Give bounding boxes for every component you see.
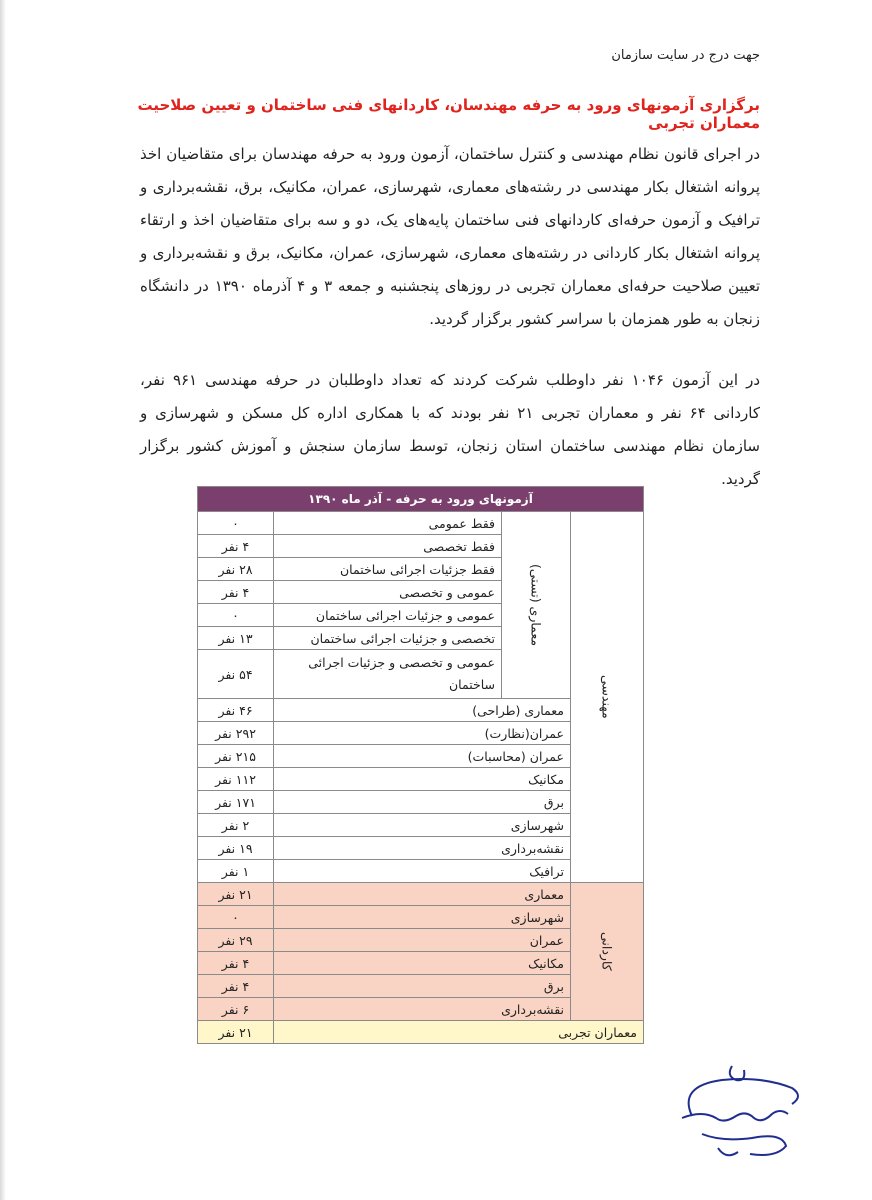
row-count: ۴۶ نفر (198, 699, 274, 722)
row-label: نقشه‌برداری (274, 837, 571, 860)
paragraph-1: در اجرای قانون نظام مهندسی و کنترل ساختمان، آزمون ورود به حرفه مهندسان برای متقاضیان اخذ پروانه اشتغال بکار مهندسی در رشته‌های معماری، شهرسازی، عمران، مکانیک، برق، نقشه‌برداری و ترافیک و آزمون حرفه‌ای کاردانهای فنی ساختمان پایه‌های یک، دو و سه برای متقاضیان اخذ و ارتقاء پروانه اشتغال بکار کاردانی در رشته‌های معماری، شهرسازی، عمران، مکانیک، برق و نقشه‌برداری و تعیین صلاحیت حرفه‌ای معماران تجربی در روزهای پنجشنبه و جمعه ۳ و ۴ آذرماه ۱۳۹۰ در دانشگاه زنجان به طور همزمان با سراسر کشور برگزار گردید. (140, 145, 761, 328)
row-count: ۴ نفر (198, 581, 274, 604)
architecture-group-cell (502, 512, 571, 699)
row-count: ۲۹ نفر (198, 929, 274, 952)
row-count: ۱۱۲ نفر (198, 768, 274, 791)
row-count: ۱۹ نفر (198, 837, 274, 860)
row-label: شهرسازی (274, 906, 571, 929)
row-label: برق (274, 975, 571, 998)
row-count: ۴ نفر (198, 535, 274, 558)
row-count: ۲۱ نفر (198, 1021, 274, 1044)
row-count: ۲۸ نفر (198, 558, 274, 581)
engineering-category-cell (571, 512, 644, 883)
row-count: ۲ نفر (198, 814, 274, 837)
row-count: ۲۱۵ نفر (198, 745, 274, 768)
document-title: برگزاری آزمونهای ورود به حرفه مهندسان، کاردانهای فنی ساختمان و تعیین صلاحیت معماران تجربی (137, 96, 760, 132)
row-label: عمران(نظارت) (274, 722, 571, 745)
row-label: مکانیک (274, 952, 571, 975)
row-label: عمران (274, 929, 571, 952)
row-label: عمومی و تخصصی (274, 581, 502, 604)
page-edge (0, 0, 6, 1200)
row-label: عمومی و تخصصی و جزئیات اجرائی ساختمان (274, 650, 502, 699)
handwritten-signature (672, 1056, 812, 1166)
row-count: ۴ نفر (198, 975, 274, 998)
row-count: ۲۱ نفر (198, 883, 274, 906)
row-label: معماری (طراحی) (274, 699, 571, 722)
row-count: ۶ نفر (198, 998, 274, 1021)
table-header: آزمونهای ورود به حرفه - آذر ماه ۱۳۹۰ (198, 487, 644, 512)
table-row (198, 883, 644, 906)
table-row (198, 512, 644, 535)
row-label: برق (274, 791, 571, 814)
row-count: ۰ (198, 906, 274, 929)
table-row (198, 1021, 644, 1044)
technician-category-cell (571, 883, 644, 1021)
paragraph-2: در این آزمون ۱۰۴۶ نفر داوطلب شرکت کردند که تعداد داوطلبان در حرفه مهندسی ۹۶۱ نفر، کاردانی ۶۴ نفر و معماران تجربی ۲۱ نفر بودند که با همکاری اداره کل مسکن و شهرسازی و سازمان نظام مهندسی ساختمان استان زنجان، توسط سازمان سنجش و آموزش کشور برگزار گردید. (140, 371, 761, 488)
row-count: ۱۳ نفر (198, 627, 274, 650)
row-count: ۱۷۱ نفر (198, 791, 274, 814)
row-label: مکانیک (274, 768, 571, 791)
row-label: عمران (محاسبات) (274, 745, 571, 768)
row-label: ترافیک (274, 860, 571, 883)
row-label: شهرسازی (274, 814, 571, 837)
row-label: عمومی و جزئیات اجرائی ساختمان (274, 604, 502, 627)
architecture-group-label: معماری (تستی) (528, 563, 544, 647)
row-count: ۵۴ نفر (198, 650, 274, 699)
row-count: ۰ (198, 512, 274, 535)
exam-table (197, 486, 644, 1044)
row-label: فقط تخصصی (274, 535, 502, 558)
row-label: معماری (274, 883, 571, 906)
row-count: ۱ نفر (198, 860, 274, 883)
row-label: معماران تجربی (274, 1021, 644, 1044)
header-note: جهت درج در سایت سازمان (611, 48, 760, 63)
row-count: ۲۹۲ نفر (198, 722, 274, 745)
row-label: نقشه‌برداری (274, 998, 571, 1021)
engineering-label: مهندسی (599, 675, 615, 719)
row-label: فقط عمومی (274, 512, 502, 535)
row-label: تخصصی و جزئیات اجرائی ساختمان (274, 627, 502, 650)
row-label: فقط جزئیات اجرائی ساختمان (274, 558, 502, 581)
technician-label: کاردانی (599, 932, 615, 971)
row-count: ۴ نفر (198, 952, 274, 975)
row-count: ۰ (198, 604, 274, 627)
